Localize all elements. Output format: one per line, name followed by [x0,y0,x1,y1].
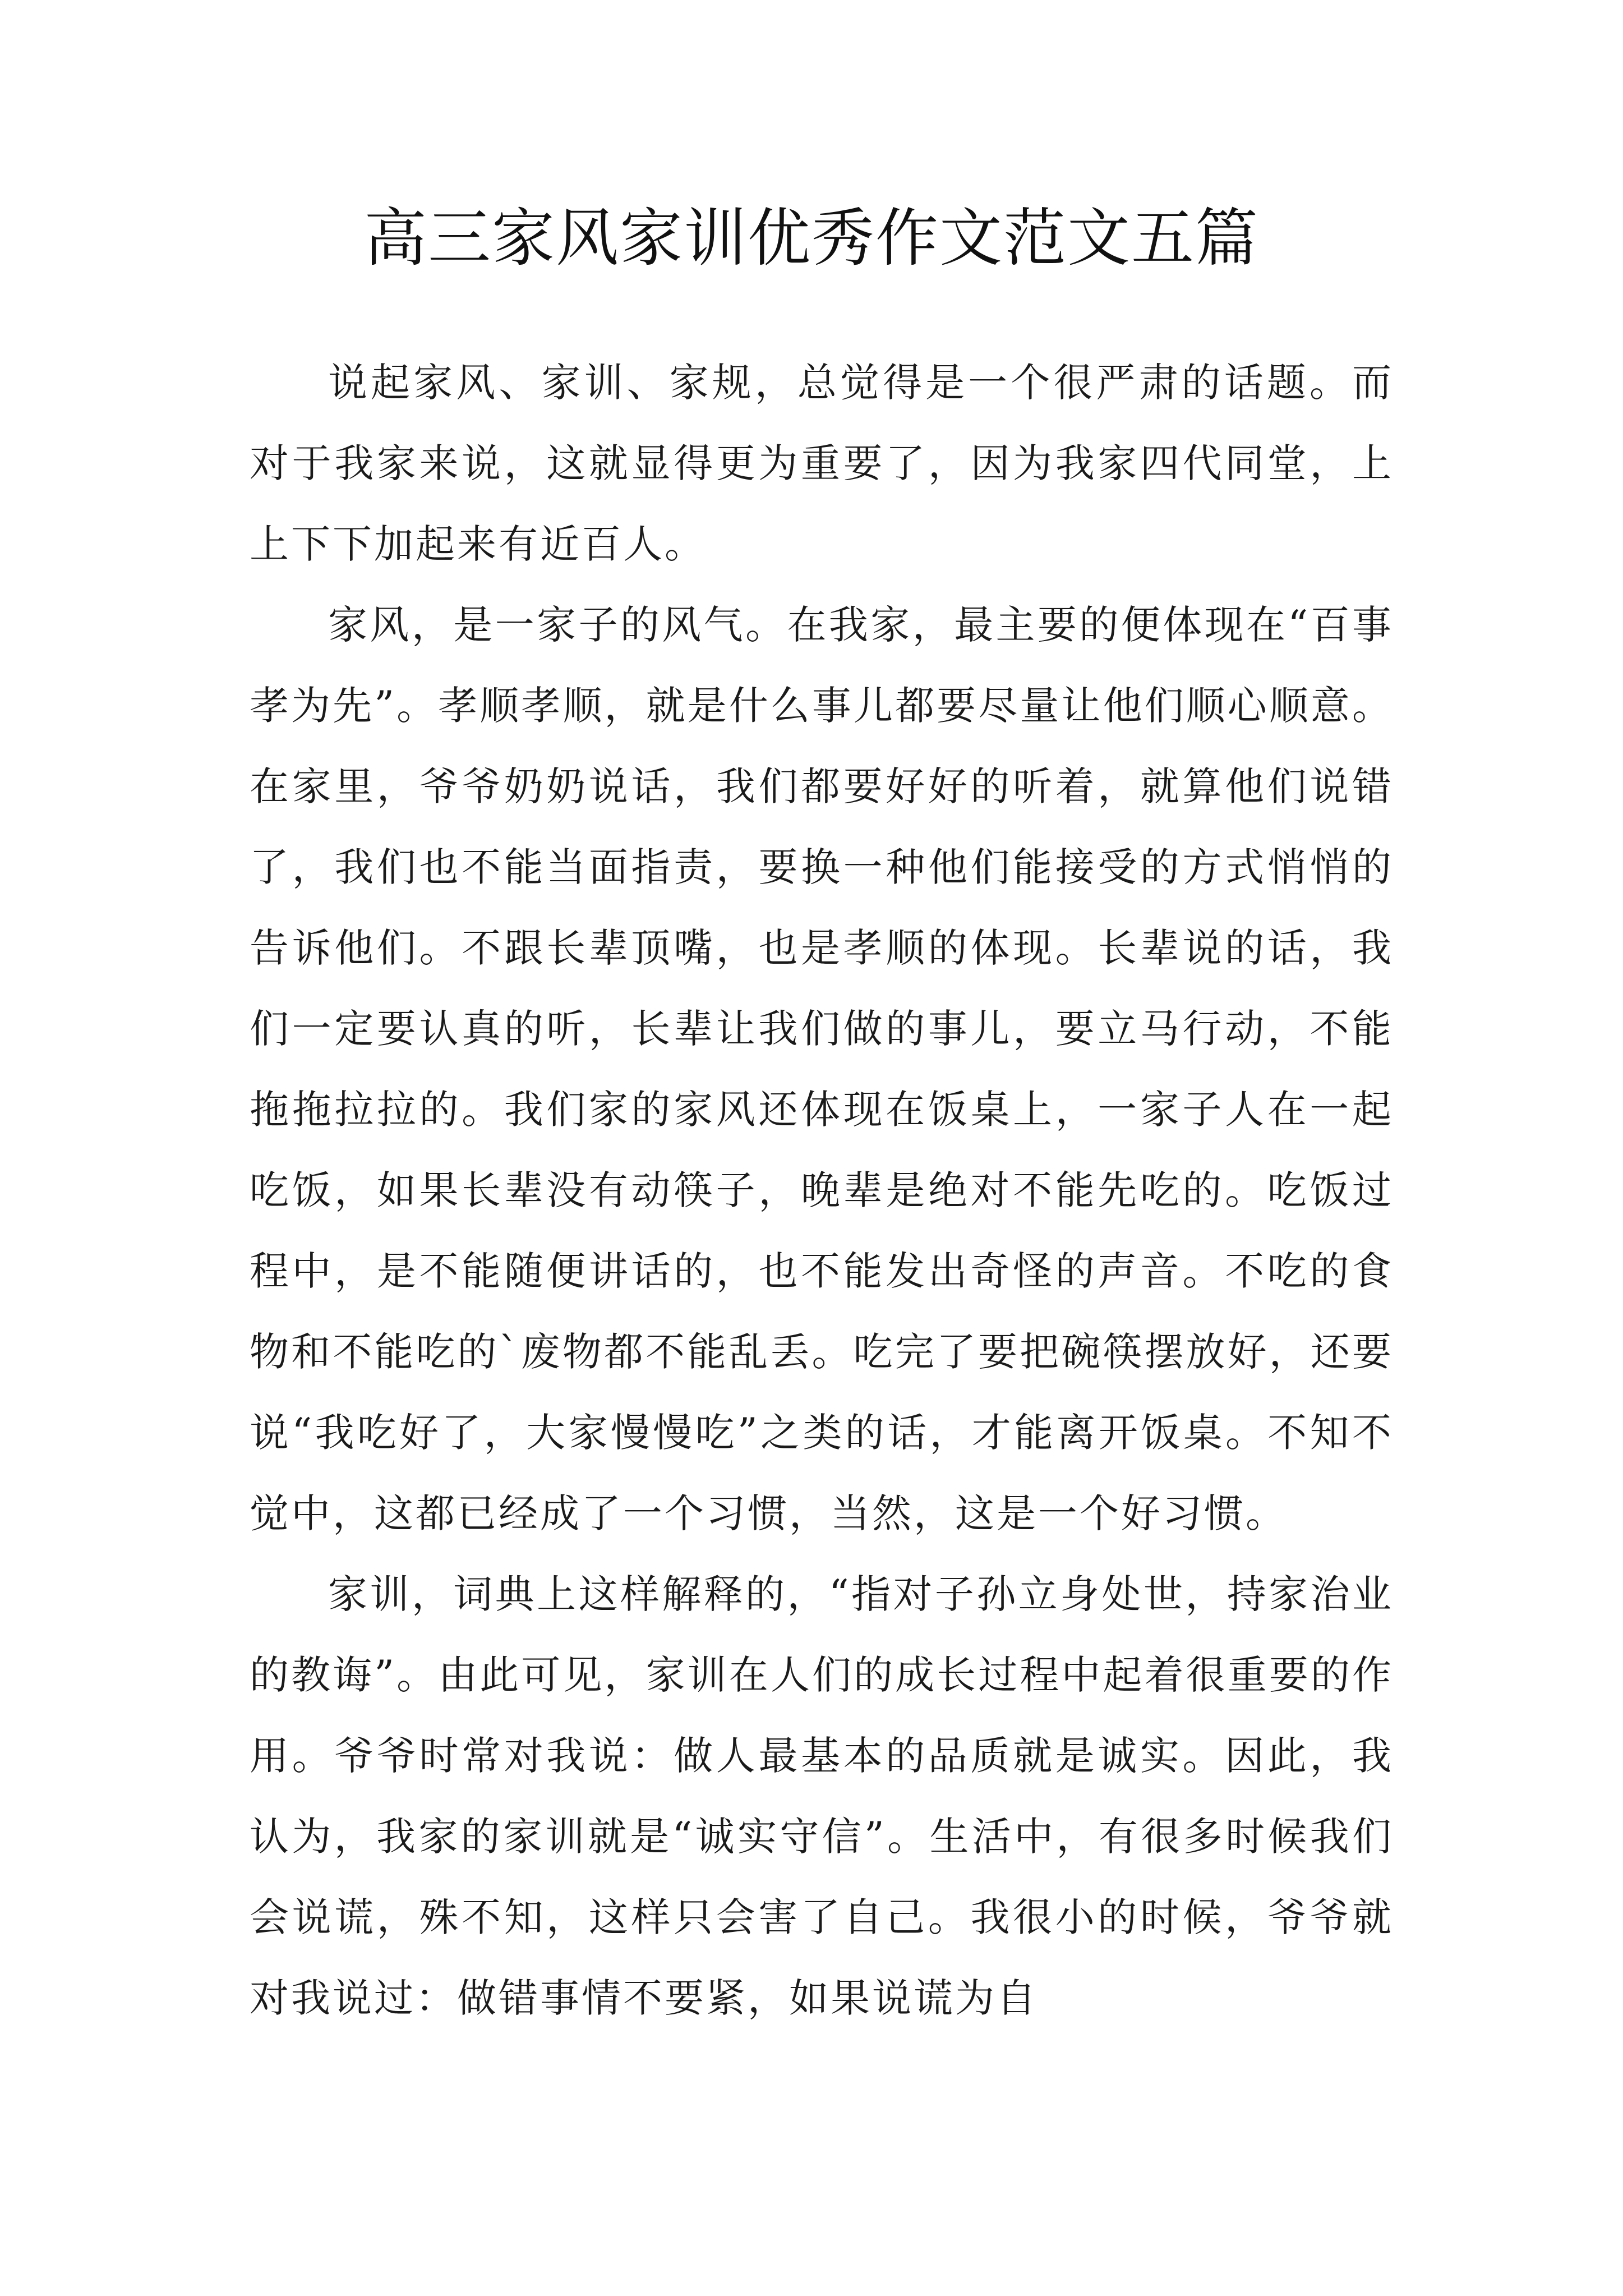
paragraph-2: 家风，是一家子的风气。在我家，最主要的便体现在“百事孝为先”。孝顺孝顺，就是什么事儿都要尽量让他们顺心顺意。在家里，爷爷奶奶说话，我们都要好好的听着，就算他们说错了，我们也不能当面指责，要换一种他们能接受的方式悄悄的告诉他们。不跟长辈顶嘴，也是孝顺的体现。长辈说的话，我们一定要认真的听，长辈让我们做的事儿，要立马行动，不能拖拖拉拉的。我们家的家风还体现在饭桌上，一家子人在一起吃饭，如果长辈没有动筷子，晚辈是绝对不能先吃的。吃饭过程中，是不能随便讲话的，也不能发出奇怪的声音。不吃的食物和不能吃的`废物都不能乱丢。吃完了要把碗筷摆放好，还要说“我吃好了，大家慢慢吃”之类的话，才能离开饭桌。不知不觉中，这都已经成了一个习惯，当然，这是一个好习惯。 [250,602,1394,1536]
paragraph-1: 说起家风、家训、家规，总觉得是一个很严肃的话题。而对于我家来说，这就显得更为重要了，因为我家四代同堂，上上下下加起来有近百人。 [250,360,1394,567]
document-body [250,342,1394,2039]
paragraph-3: 家训，词典上这样解释的，“指对子孙立身处世，持家治业的教诲”。由此可见，家训在人们的成长过程中起着很重要的作用。爷爷时常对我说：做人最基本的品质就是诚实。因此，我认为，我家的家训就是“诚实守信”。生活中，有很多时候我们会说谎，殊不知，这样只会害了自己。我很小的时候，爷爷就对我说过：做错事情不要紧，如果说谎为自 [250,1571,1394,2021]
document-title: 高三家风家训优秀作文范文五篇 [364,202,1259,275]
